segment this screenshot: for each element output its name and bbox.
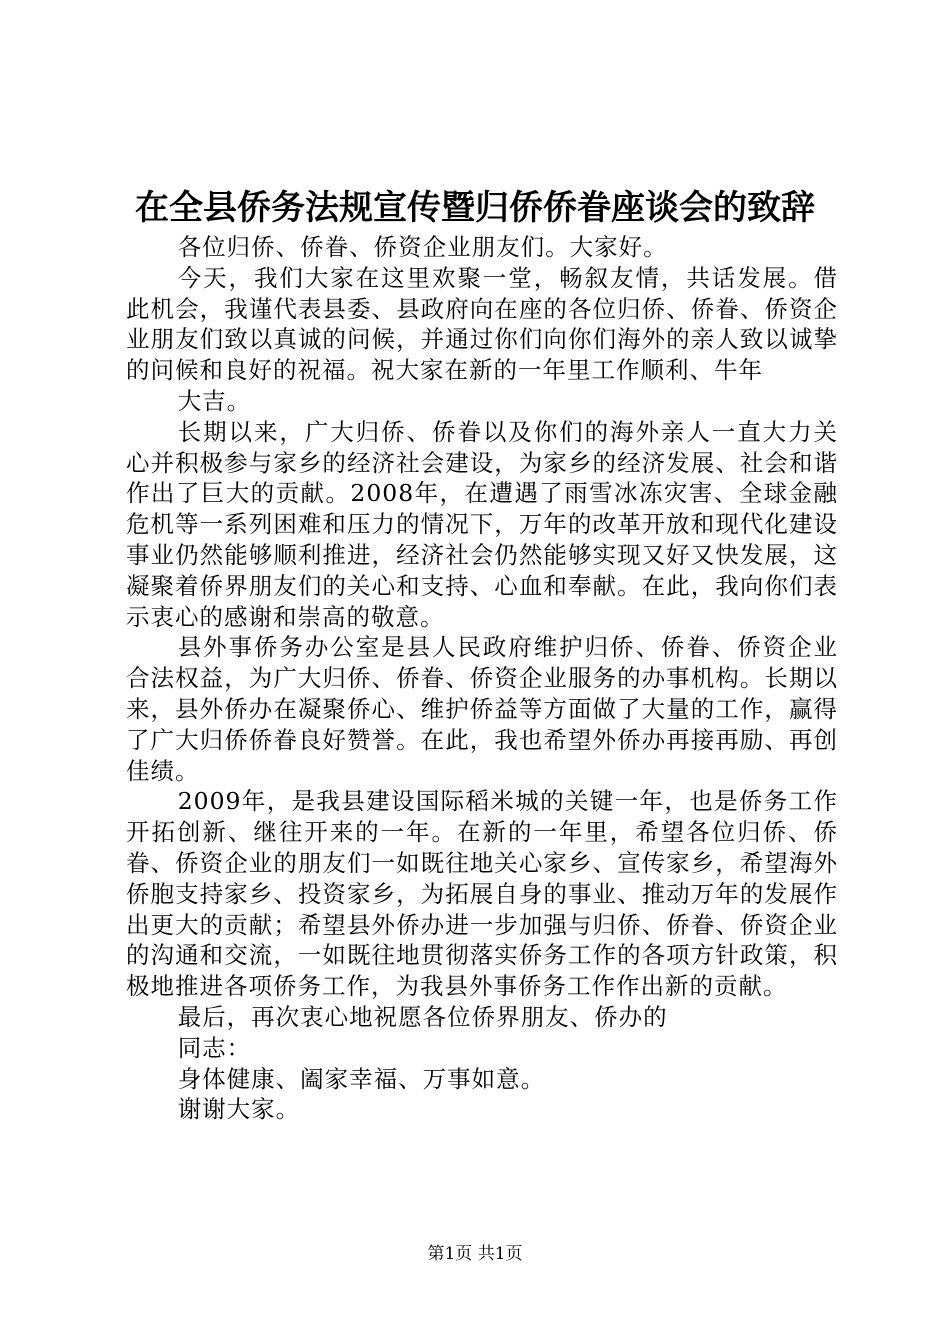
document-body (126, 232, 838, 1125)
opening-paragraph-continued: 大吉。 (177, 386, 252, 415)
closing-wish-line: 最后，再次衷心地祝愿各位侨界朋友、侨办的 (177, 1002, 668, 1031)
closing-thanks-line: 谢谢大家。 (177, 1095, 301, 1124)
page-number-footer: 第1页 共1页 (427, 1244, 523, 1264)
outlook-paragraph: 2009年，是我县建设国际稻米城的关键一年，也是侨务工作开拓创新、继往开来的一年。在新的一年里，希望各位归侨、侨眷、侨资企业的朋友们一如既往地关心家乡、宣传家乡，希望海外侨胞支持家乡、投资家乡，为拓展自身的事业、推动万年的发展作出更大的贡献；希望县外侨办进一步加强与归侨、侨眷、侨资企业的沟通和交流，一如既往地贯彻落实侨务工作的各项方针政策，积极地推进各项侨务工作，为我县外事侨务工作作出新的贡献。 (126, 787, 838, 1001)
closing-addressee-line: 同志： (177, 1033, 252, 1062)
greeting-paragraph: 各位归侨、侨眷、侨资企业朋友们。大家好。 (177, 233, 668, 261)
document-title: 在全县侨务法规宣传暨归侨侨眷座谈会的致辞 (135, 188, 815, 228)
office-paragraph: 县外事侨务办公室是县人民政府维护归侨、侨眷、侨资企业合法权益，为广大归侨、侨眷、侨资企业服务的办事机构。长期以来，县外侨办在凝聚侨心、维护侨益等方面做了大量的工作，赢得了广大归侨侨眷良好赞誉。在此，我也希望外侨办再接再励、再创佳绩。 (126, 633, 838, 785)
contribution-paragraph: 长期以来，广大归侨、侨眷以及你们的海外亲人一直大力关心并积极参与家乡的经济社会建设，为家乡的经济发展、社会和谐作出了巨大的贡献。2008年，在遭遇了雨雪冰冻灾害、全球金融危机等一系列困难和压力的情况下，万年的改革开放和现代化建设事业仍然能够顺利推进，经济社会仍然能够实现又好又快发展，这凝聚着侨界朋友们的关心和支持、心血和奉献。在此，我向你们表示衷心的感谢和崇高的敬意。 (126, 417, 838, 631)
opening-paragraph: 今天，我们大家在这里欢聚一堂，畅叙友情，共话发展。借此机会，我谨代表县委、县政府向在座的各位归侨、侨眷、侨资企业朋友们致以真诚的问候，并通过你们向你们海外的亲人致以诚挚的问候和良好的祝福。祝大家在新的一年里工作顺利、牛年 (126, 263, 838, 385)
closing-blessing-line: 身体健康、阖家幸福、万事如意。 (177, 1064, 546, 1093)
